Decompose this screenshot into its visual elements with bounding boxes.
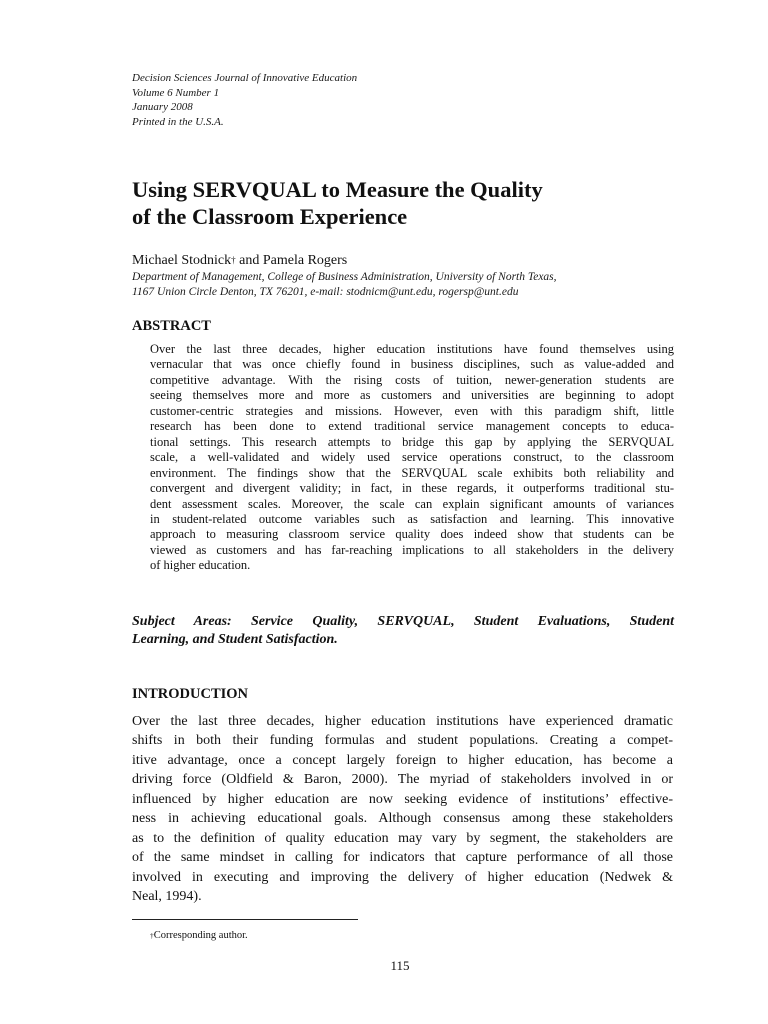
abstract-line: dent assessment scales. Moreover, the scale can explain significant amounts of variances: [150, 496, 674, 511]
abstract-line: convergent and divergent validity; in fact, in these regards, it outperforms traditional stu-: [150, 481, 674, 496]
introduction-line: as to the definition of quality education may vary by segment, the stakeholders are: [132, 830, 673, 846]
abstract-line: tional settings. This research attempts to bridge this gap by applying the SERVQUAL: [150, 434, 674, 449]
introduction-line: shifts in both their funding formulas and student populations. Creating a compet-: [132, 733, 673, 749]
abstract-line: approach to measuring classroom service quality does indeed show that students can be: [150, 527, 674, 542]
introduction-body: [132, 712, 673, 907]
author-list: [132, 252, 347, 270]
abstract-heading: ABSTRACT: [132, 318, 211, 334]
footnote: [150, 929, 248, 942]
introduction-line: Neal, 1994).: [132, 889, 202, 905]
subject-areas-line-2: Learning, and Student Satisfaction.: [132, 632, 338, 647]
abstract-line: vernacular that was once chiefly found in business disciplines, such as value-added and: [150, 357, 674, 372]
abstract-line: viewed as customers and has far-reaching implications to all stakeholders in the delivery: [150, 542, 674, 557]
introduction-line: driving force (Oldfield & Baron, 2000). The myriad of stakeholders involved in or: [132, 772, 673, 788]
journal-printed: Printed in the U.S.A.: [132, 115, 224, 128]
journal-name: Decision Sciences Journal of Innovative Education: [132, 72, 358, 84]
affiliation-line-1: Department of Management, College of Business Administration, University of North Texas,: [132, 271, 557, 283]
footnote-marker: †: [150, 931, 154, 940]
journal-date: January 2008: [132, 101, 193, 113]
article-title: [132, 176, 692, 230]
footnote-text: Corresponding author.: [153, 930, 248, 941]
abstract-line: research has been done to extend traditional service management concepts to educa-: [150, 419, 674, 434]
author-name: Michael Stodnick: [132, 253, 232, 268]
abstract-line: competitive advantage. With the rising costs of tuition, newer-generation students are: [150, 372, 674, 387]
subject-areas-line-1: Subject Areas: Service Quality, SERVQUAL, Student Evaluations, Student: [132, 614, 674, 629]
article-title-line-1: Using SERVQUAL to Measure the Quality: [132, 177, 543, 202]
author-affiliation: [132, 270, 557, 300]
journal-volume: Volume 6 Number 1: [132, 86, 220, 99]
abstract-line: of higher education.: [150, 558, 251, 573]
abstract-line: Over the last three decades, higher education institutions have found themselves using: [150, 342, 674, 356]
introduction-line: itive advantage, once a concept largely foreign to higher education, has become a: [132, 752, 673, 768]
introduction-line: involved in executing and improving the delivery of higher education (Nedwek &: [132, 869, 673, 885]
subject-areas: [132, 613, 674, 649]
introduction-line: of the same mindset in calling for indicators that capture performance of all those: [132, 850, 673, 866]
footnote-divider: [132, 919, 358, 920]
page-number: 115: [390, 958, 410, 973]
introduction-line: ness in achieving educational goals. Although consensus among these stakeholders: [132, 811, 673, 827]
abstract-line: customer-centric strategies and missions. However, even with this paradigm shift, little: [150, 403, 674, 418]
article-title-line-2: of the Classroom Experience: [132, 204, 408, 229]
dagger-marker: †: [231, 255, 236, 265]
introduction-heading: INTRODUCTION: [132, 686, 249, 702]
affiliation-line-2: 1167 Union Circle Denton, TX 76201, e-mail: stodnicm@unt.edu, rogersp@unt.edu: [132, 286, 519, 298]
abstract-line: seeing themselves more and more as customers and universities are beginning to adopt: [150, 388, 674, 403]
introduction-line: influenced by higher education are now seeking evidence of institutions’ effective-: [132, 791, 673, 807]
introduction-line: Over the last three decades, higher education institutions have experienced dramatic: [132, 714, 673, 729]
abstract-line: in student-related outcome variables such as satisfaction and learning. This innovative: [150, 511, 674, 526]
abstract-line: environment. The findings show that the SERVQUAL scale exhibits both reliability and: [150, 465, 674, 480]
author-conjunction: and Pamela Rogers: [235, 253, 348, 268]
journal-header: [132, 71, 357, 129]
abstract-body: [150, 342, 674, 574]
abstract-line: scale, a well-validated and widely used service operations construct, to the classroom: [150, 450, 674, 465]
